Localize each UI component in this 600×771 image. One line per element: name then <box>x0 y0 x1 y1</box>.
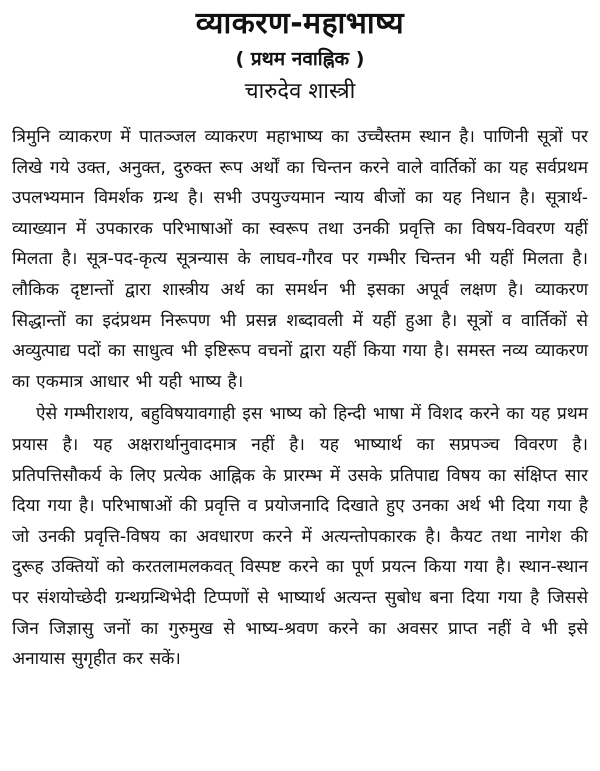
book-author: चारुदेव शास्त्री <box>244 79 356 104</box>
book-subtitle: ( प्रथम नवाह्निक ) <box>235 48 365 70</box>
book-title: व्याकरण-महाभाष्य <box>195 6 405 41</box>
body-paragraph-1: त्रिमुनि व्याकरण में पातञ्जल व्याकरण महाभाष्य का उच्चैस्तम स्थान है। पाणिनी सूत्रों पर लिखे गये उक्त, अनुक्त, दुरुक्त रूप अर्थों का चिन्तन करने वाले वार्तिकों का यह सर्वप्रथम उपलभ्यमान विमर्शक ग्रन्थ है। सभी उपयुज्यमान न्याय बीजों का यह निधान है। सूत्रार्थ-व्याख्यान में उपकारक परिभाषाओं का स्वरूप तथा उनकी प्रवृत्ति का विषय-विवरण यहीं मिलता है। सूत्र-पद-कृत्य सूत्रन्यास के लाघव-गौरव पर गम्भीर चिन्तन भी यहीं मिलता है। लौकिक दृष्टान्तों द्वारा शास्त्रीय अर्थ का समर्थन भी इसका अपूर्व लक्षण है। व्याकरण सिद्धान्तों का इदंप्रथम निरूपण भी प्रसन्न शब्दावली में यहीं हुआ है। सूत्रों व वार्तिकों से अव्युत्पाद्य पदों का साधुत्व भी इष्टिरूप वचनों द्वारा यहीं किया गया है। समस्त नव्य व्याकरण का एकमात्र आधार भी यही भाष्य है। <box>12 127 588 392</box>
body-paragraph-2: ऐसे गम्भीराशय, बहुविषयावगाही इस भाष्य को हिन्दी भाषा में विशद करने का यह प्रथम प्रयास है। यह अक्षरार्थानुवादमात्र नहीं है। यह भाष्यार्थ का सप्रपञ्च विवरण है। प्रतिपत्तिसौकर्य के लिए प्रत्येक आह्निक के प्रारम्भ में उसके प्रतिपाद्य विषय का संक्षिप्त सार दिया गया है। परिभाषाओं की प्रवृत्ति व प्रयोजनादि दिखाते हुए उनका अर्थ भी दिया गया है जो उनकी प्रवृत्ति-विषय का अवधारण करने में अत्यन्तोपकारक है। कैयट तथा नागेश की दुरूह उक्तियों को करतलामलकवत् विस्पष्ट करने का पूर्ण प्रयत्न किया गया है। स्थान-स्थान पर संशयोच्छेदी ग्रन्थग्रन्थिभेदी टिप्पणों से भाष्यार्थ अत्यन्त सुबोध बना दिया गया है जिससे जिन जिज्ञासु जनों का गुरुमुख से भाष्य-श्रवण करने का अवसर प्राप्त नहीं वे भी इसे अनायास सुगृहीत कर सकें। <box>12 404 588 670</box>
